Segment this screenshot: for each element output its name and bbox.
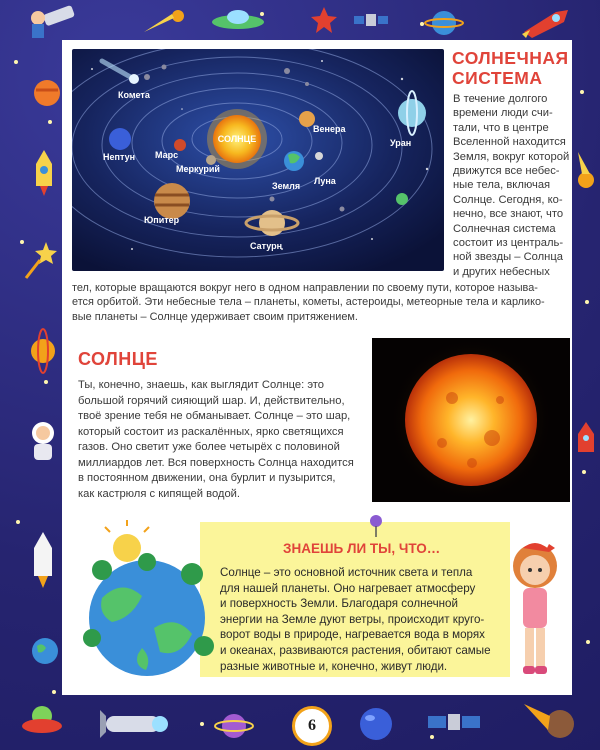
text-line: ется орбитой. Эти небесные тела – планеты, кометы, астероиды, метеорные тела и карлико- (72, 296, 545, 309)
satellite-icon (352, 4, 392, 36)
text-line: твоё зрение тебя не обманывает. Солнце – это шар, (78, 410, 351, 422)
text-line: как кастрюля с кипящей водой. (78, 487, 241, 500)
text-line: который состоит из раскалённых, ярко светящихся (78, 425, 344, 438)
star-decoration (48, 120, 52, 124)
moon-planet (315, 152, 323, 160)
text-line: и других небесных (453, 265, 550, 278)
star-decoration (200, 722, 204, 726)
star-decoration (585, 300, 589, 304)
text-line: состоит из централь- (453, 237, 564, 250)
star-decoration (586, 640, 590, 644)
ringed-planet-icon (28, 328, 58, 374)
alien-ufo-icon (20, 700, 64, 740)
label-earth: Земля (272, 181, 301, 191)
text-line: газов. Оно светит уже более четырёх с половиной (78, 441, 340, 453)
text-line: нечно, все знают, что (453, 208, 564, 221)
label-comet: Комета (118, 90, 150, 100)
comet-icon (140, 6, 190, 36)
rocket-icon (516, 4, 576, 38)
rocket-icon (30, 148, 58, 198)
text-line: разные животные и, конечно, живут люди. (220, 659, 448, 673)
ufo-icon (210, 8, 266, 32)
red-star-icon (310, 6, 338, 34)
text-line: в постоянном движении, она бурлит и пузырится, (78, 472, 336, 484)
text-line: тел, которые вращаются вокруг него в одном направлении по своему пути, которое называ- (72, 282, 538, 294)
text-line: большой горячий сияющий шар. И, действительно, (78, 394, 345, 407)
text-line: Солнце. Сегодня, ко- (453, 193, 563, 206)
satellite-icon (424, 702, 484, 742)
text-line: ные тела, включая (453, 179, 551, 192)
intro-full-text (72, 281, 572, 324)
title-line: СОЛНЕЧНАЯ (452, 48, 569, 68)
blue-planet-icon (356, 704, 396, 744)
text-line: энергии на Земле дуют ветры, происходит круго- (220, 612, 485, 626)
text-line: движутся все небес- (453, 165, 560, 178)
spaceship-icon (100, 706, 172, 742)
section-title-solar-system (452, 48, 569, 88)
section-title-sun: СОЛНЦЕ (78, 349, 158, 369)
label-mercury: Меркурий (176, 164, 220, 174)
page-number: 6 (292, 706, 332, 746)
label-mars: Марс (155, 150, 179, 160)
text-line: ной звезды – Солнца (453, 251, 563, 264)
sun-text (78, 378, 368, 502)
star-decoration (580, 90, 584, 94)
label-venus: Венера (313, 124, 346, 134)
label-sun: СОЛНЦЕ (217, 134, 257, 144)
astronaut-icon (26, 420, 60, 462)
rocket-icon (574, 420, 598, 460)
ringed-planet-icon (214, 708, 254, 744)
text-line: тали, что в центре (453, 121, 549, 134)
text-line: В течение долгого (453, 93, 548, 105)
text-line: Земля, вокруг которой (453, 150, 570, 163)
meteor-icon (520, 700, 580, 744)
shooting-star-icon (24, 240, 58, 280)
earth-with-trees-illustration (72, 518, 222, 688)
orange-planet-icon (32, 78, 62, 108)
blue-planet-icon (424, 8, 464, 38)
text-line: Вселенной находится (453, 136, 566, 149)
star-decoration (14, 60, 18, 64)
neptune-planet (109, 128, 131, 150)
label-jupiter: Юпитер (144, 215, 180, 225)
girl-character-illustration (505, 538, 565, 688)
telescope-kid-icon (22, 2, 82, 42)
text-line: для нашей планеты. Оно нагревает атмосферу (220, 581, 476, 595)
jupiter-planet (154, 183, 190, 219)
text-line: ворот воды в природе, нагревается вода в морях (220, 628, 485, 642)
intro-side-text (453, 92, 575, 279)
did-you-know-title: ЗНАЕШЬ ЛИ ТЫ, ЧТО… (283, 541, 441, 556)
text-line: и океанах, развиваются растения, обитают самые (220, 643, 491, 657)
text-line: миллиардов лет. Вся поверхность Солнца находится (78, 456, 354, 469)
did-you-know-text (220, 565, 510, 674)
label-neptune: Нептун (103, 152, 136, 162)
title-line: СИСТЕМА (452, 68, 543, 88)
label-uranus: Уран (390, 138, 412, 148)
star-decoration (44, 380, 48, 384)
text-line: времени люди счи- (453, 107, 553, 120)
solar-system-illustration (72, 49, 444, 271)
star-decoration (582, 470, 586, 474)
label-moon: Луна (314, 176, 336, 186)
text-line: Ты, конечно, знаешь, как выглядит Солнце: это (78, 379, 325, 391)
pushpin-icon (368, 514, 384, 538)
sun-photo (372, 338, 570, 502)
star-decoration (16, 520, 20, 524)
text-line: и поверхность Земли. Благодаря солнечной (220, 597, 458, 611)
space-shuttle-icon (26, 530, 60, 590)
earth-icon (30, 636, 60, 666)
text-line: вые планеты – Солнце удерживает своим притяжением. (72, 310, 358, 323)
text-line: Солнечная система (453, 222, 556, 235)
star-decoration (52, 690, 56, 694)
label-saturn: Сатурн (250, 241, 283, 251)
text-line: Солнце – это основной источник света и тепла (220, 566, 473, 579)
meteor-icon (574, 150, 598, 190)
